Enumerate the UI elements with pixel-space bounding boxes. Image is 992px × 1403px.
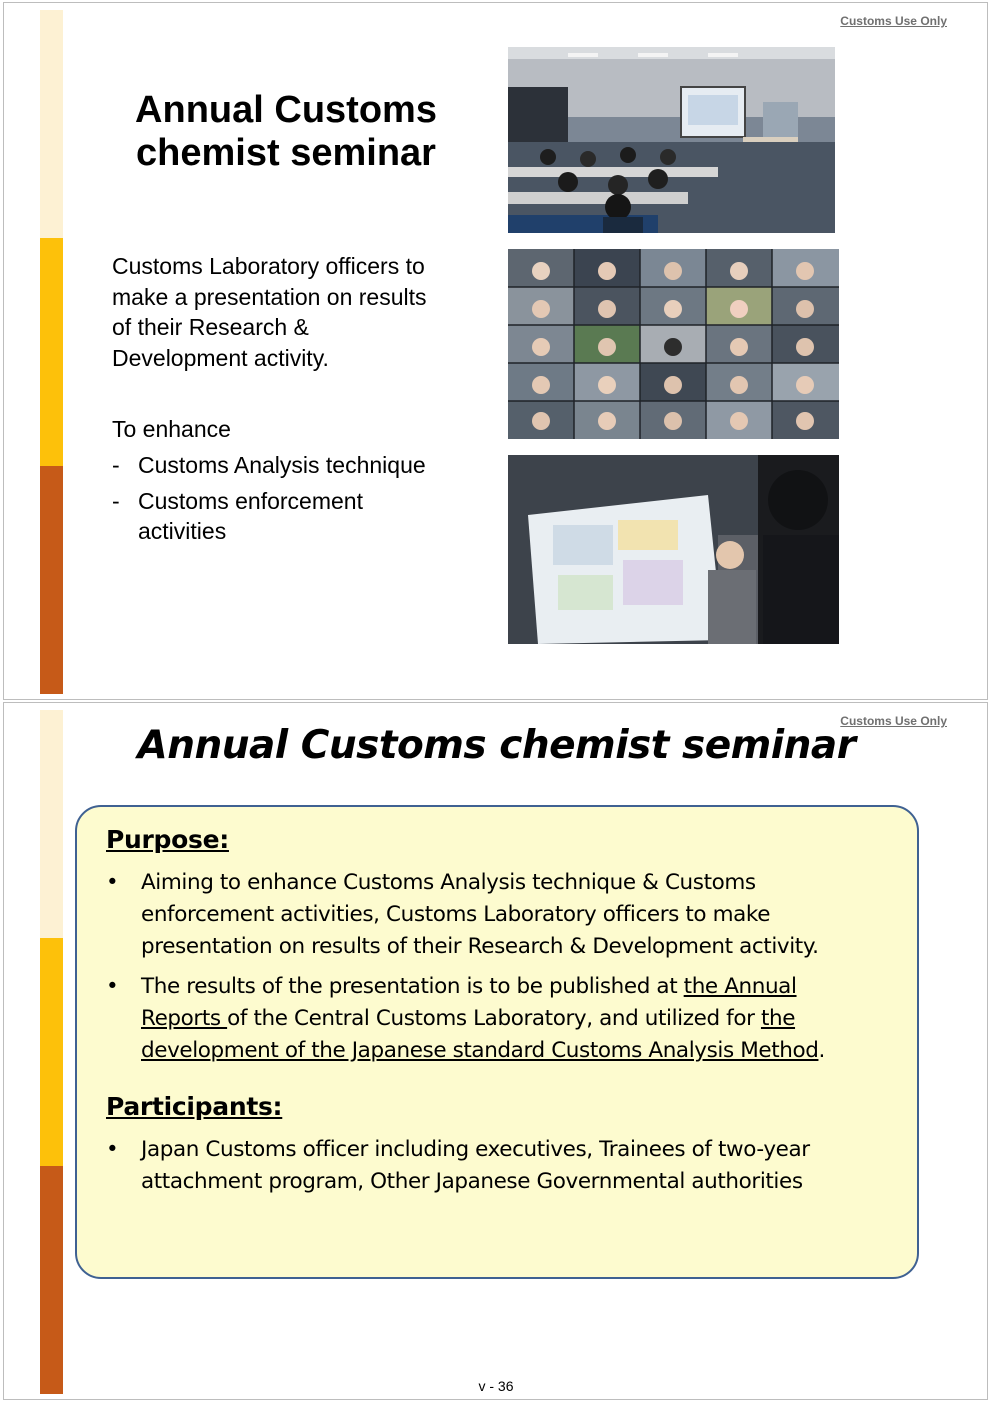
description-line: Development activity.	[112, 344, 329, 371]
description-line: of their Research &	[112, 314, 309, 340]
enhance-item	[112, 450, 482, 480]
enhance-list	[112, 414, 482, 552]
customs-use-only-tag: Customs Use Only	[840, 14, 947, 28]
bullet-line: Japan Customs officer including executives, Trainees of two-year	[141, 1137, 810, 1162]
online-meeting-grid-photo	[508, 249, 839, 439]
title-line-2: chemist seminar	[136, 132, 436, 174]
enhance-item-text: Customs Analysis technique	[138, 452, 426, 478]
slide-1	[3, 2, 988, 700]
sidebar-segment-orange	[40, 466, 63, 694]
bullet-marker: •	[106, 1137, 119, 1162]
seminar-room-photo	[508, 47, 835, 233]
bullet-text: The results of the presentation is to be published at	[141, 974, 684, 999]
enhance-item-text: activities	[138, 518, 227, 544]
sidebar-segment-light	[40, 10, 63, 238]
dash-marker: -	[112, 452, 120, 478]
sidebar-segment-orange	[40, 1166, 63, 1394]
enhance-lead: To enhance	[112, 416, 231, 442]
sidebar-segment-yellow	[40, 938, 63, 1166]
info-callout-box	[75, 805, 919, 1279]
participants-heading: Participants:	[106, 1092, 283, 1121]
bullet-line: attachment program, Other Japanese Governmental authorities	[141, 1169, 803, 1194]
bullet-marker: •	[106, 870, 119, 895]
purpose-list	[106, 867, 896, 1075]
annual-reports-link-text: the Annual	[683, 974, 797, 999]
annual-reports-link-text: Reports	[141, 1006, 228, 1031]
poster-presentation-photo	[508, 455, 839, 644]
description-line: Customs Laboratory officers to	[112, 253, 425, 279]
slide-1-title	[106, 89, 466, 175]
dash-marker: -	[112, 488, 120, 514]
slide-1-description	[112, 251, 482, 373]
slide-2	[3, 702, 988, 1400]
bullet-text: of the Central Customs Laboratory, and utilized for	[227, 1006, 761, 1031]
customs-use-only-tag: Customs Use Only	[840, 714, 947, 728]
title-line-1: Annual Customs	[135, 89, 437, 131]
description-line: make a presentation on results	[112, 283, 427, 310]
bullet-line: presentation on results of their Research & Development activity.	[141, 934, 819, 959]
bullet-marker: •	[106, 974, 119, 999]
purpose-bullet	[106, 867, 896, 963]
analysis-method-link-text: the	[760, 1006, 796, 1031]
purpose-bullet	[106, 971, 896, 1067]
sidebar-color-bar	[40, 10, 63, 694]
sidebar-segment-yellow	[40, 238, 63, 466]
enhance-item	[112, 486, 482, 546]
bullet-text: .	[818, 1038, 825, 1063]
participants-list	[106, 1134, 896, 1206]
sidebar-color-bar	[40, 710, 63, 1394]
participants-bullet	[106, 1134, 896, 1198]
page-number: v - 36	[478, 1378, 514, 1394]
purpose-heading: Purpose:	[106, 825, 229, 854]
enhance-item-text: Customs enforcement	[138, 488, 363, 514]
bullet-line: Aiming to enhance Customs Analysis technique & Customs	[141, 870, 756, 895]
analysis-method-link-text: development of the Japanese standard Customs Analysis Method	[141, 1038, 819, 1063]
slide-2-title: Annual Customs chemist seminar	[137, 723, 856, 768]
bullet-line: enforcement activities, Customs Laboratory officers to make	[141, 902, 771, 927]
